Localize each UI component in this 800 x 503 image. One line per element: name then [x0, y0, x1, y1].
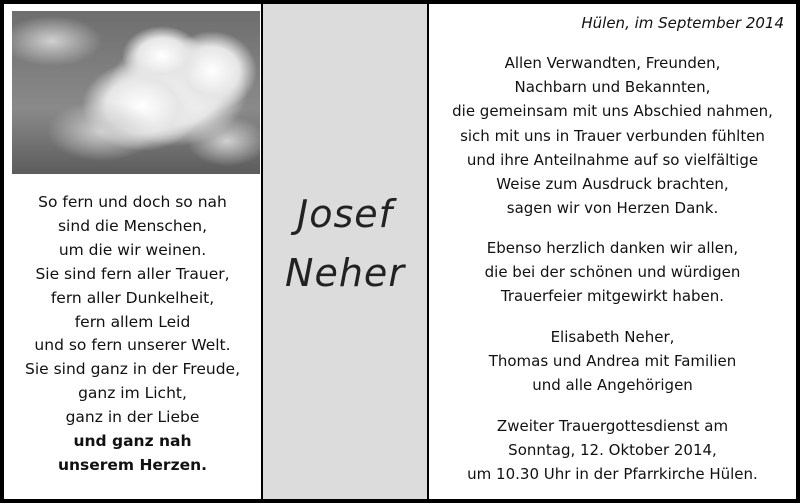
poem-line: ganz in der Liebe [65, 408, 200, 427]
thanks-line: sagen wir von Herzen Dank. [506, 199, 719, 218]
thanks-extra-block [429, 236, 796, 309]
service-block [429, 414, 796, 487]
service-line: Zweiter Trauergottesdienst am [496, 417, 729, 435]
service-line: Sonntag, 12. Oktober 2014, [508, 441, 717, 460]
name-panel [263, 4, 427, 499]
thanks-extra-line: die bei der schönen und würdigen [484, 263, 741, 282]
poem-line: Sie sind fern aller Trauer, [35, 264, 230, 283]
signatory-line: Thomas und Andrea mit Familien [488, 352, 737, 371]
poem-line: fern allem Leid [74, 312, 191, 331]
service-line: um 10.30 Uhr in der Pfarrkirche Hülen. [467, 465, 758, 484]
thanks-extra-line: Trauerfeier mitgewirkt haben. [500, 287, 725, 306]
poem-line: So fern und doch so nah [38, 193, 227, 211]
thanks-block [429, 51, 796, 220]
poem-line-bold: und ganz nah [73, 432, 192, 451]
deceased-first-name: Josef [296, 192, 393, 236]
thanks-line: und ihre Anteilnahme auf so vielfältige [466, 150, 759, 169]
poem-line: sind die Menschen, [57, 216, 208, 235]
cloud-sky-image [12, 11, 260, 174]
thanks-line: Weise zum Ausdruck brachten, [496, 175, 729, 194]
poem-line: ganz im Licht, [78, 384, 187, 403]
poem-line: und so fern unserer Welt. [34, 336, 231, 355]
thanks-line: Nachbarn und Bekannten, [514, 78, 711, 97]
poem-line: um die wir weinen. [58, 240, 207, 259]
thanks-line: Allen Verwandten, Freunden, [504, 54, 721, 72]
right-panel [429, 4, 796, 499]
left-panel [4, 4, 261, 499]
place-date: Hülen, im September 2014 [581, 14, 784, 32]
poem-line-bold: unserem Herzen. [57, 455, 208, 474]
poem-line: Sie sind ganz in der Freude, [24, 360, 241, 379]
signatories-block [429, 325, 796, 398]
deceased-last-name: Neher [285, 251, 405, 295]
poem-line: fern aller Dunkelheit, [50, 288, 215, 307]
signatory-line: und alle Angehörigen [532, 376, 693, 395]
thanks-extra-line: Ebenso herzlich danken wir allen, [486, 239, 739, 257]
thanks-line: sich mit uns in Trauer verbunden fühlten [460, 126, 765, 145]
signatory-line: Elisabeth Neher, [550, 328, 675, 346]
thanks-line: die gemeinsam mit uns Abschied nahmen, [452, 102, 773, 121]
poem [4, 191, 261, 478]
